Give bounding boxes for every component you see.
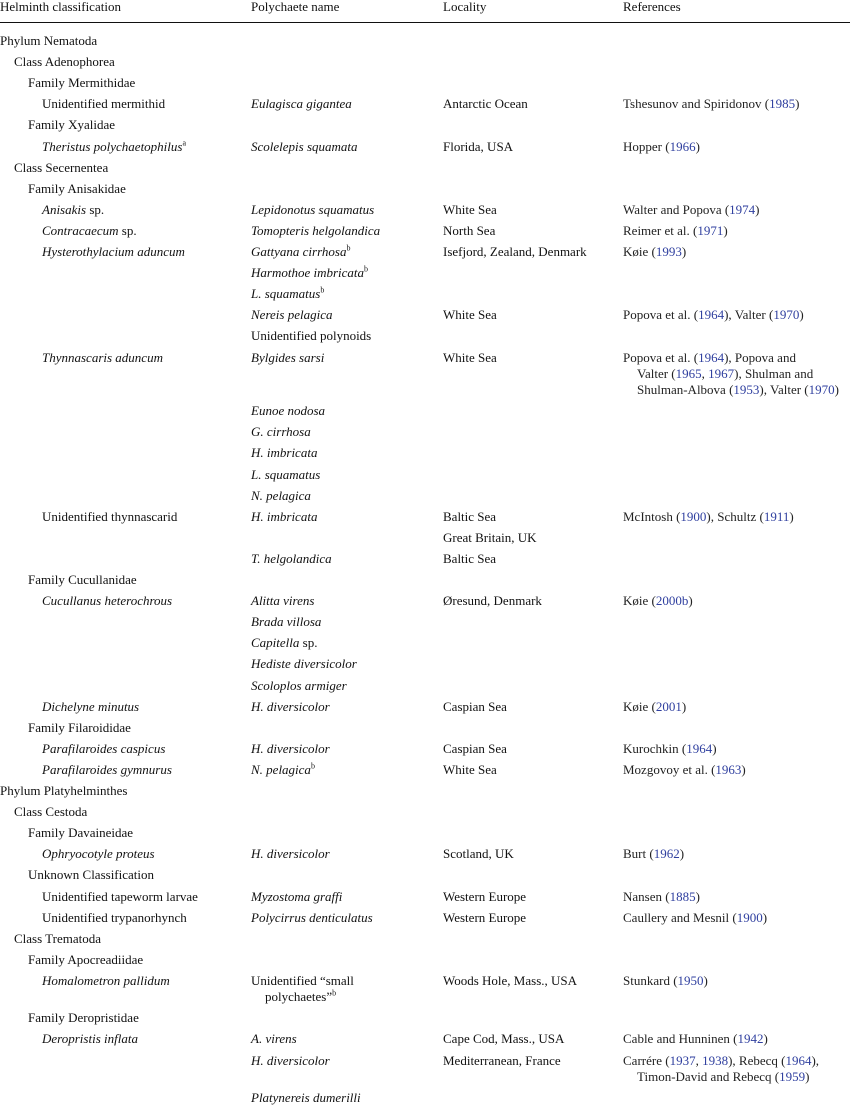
text-segment: ) bbox=[695, 138, 700, 154]
text-segment: ) bbox=[712, 740, 717, 756]
locality-cell: Western Europe bbox=[443, 888, 527, 904]
reference-year-link[interactable]: 1938 bbox=[702, 1052, 729, 1068]
reference-year-link[interactable]: 1966 bbox=[669, 138, 696, 154]
helminth-classification-cell bbox=[0, 783, 127, 799]
text-segment: Family Apocreadiidae bbox=[28, 951, 144, 967]
table-header bbox=[0, 0, 850, 23]
helminth-classification-cell bbox=[42, 741, 165, 757]
text-segment: Scolelepis squamata bbox=[251, 138, 358, 154]
locality-cell: Antarctic Ocean bbox=[443, 96, 528, 112]
reference-year-link[interactable]: 1900 bbox=[736, 909, 763, 925]
text-segment: ) bbox=[679, 846, 685, 862]
text-segment: ) bbox=[723, 222, 728, 238]
helminth-classification-cell bbox=[42, 593, 172, 609]
reference-year-link[interactable]: 1959 bbox=[779, 1068, 806, 1084]
text-segment: Class Cestoda bbox=[14, 804, 88, 820]
locality-cell: White Sea bbox=[443, 761, 497, 777]
locality-cell: Western Europe bbox=[443, 909, 527, 925]
text-segment: Scoloplos armiger bbox=[251, 677, 347, 693]
text-segment: H. diversicolor bbox=[251, 1052, 330, 1068]
references-cell bbox=[623, 741, 717, 757]
text-segment: T. helgolandica bbox=[251, 550, 332, 566]
text-segment: Parafilaroides caspicus bbox=[42, 740, 166, 756]
text-segment: ), Rebecq ( bbox=[728, 1052, 786, 1068]
text-segment: Dichelyne minutus bbox=[42, 698, 140, 714]
references-cell bbox=[623, 910, 767, 926]
text-segment: Phylum Platyhelminthes bbox=[0, 783, 128, 798]
polychaete-name-cell bbox=[251, 593, 314, 609]
text-segment: Class Adenophorea bbox=[14, 54, 115, 70]
text-segment: Myzostoma graffi bbox=[251, 888, 343, 904]
text-segment: Timon-David and Rebecq ( bbox=[637, 1068, 780, 1084]
text-segment: sp. bbox=[299, 635, 318, 651]
polychaete-name-cell bbox=[251, 762, 315, 778]
reference-year-link[interactable]: 1962 bbox=[653, 846, 680, 862]
text-segment: Family Davaineidae bbox=[28, 825, 134, 841]
reference-year-link[interactable]: 1963 bbox=[715, 761, 742, 777]
text-segment: ) bbox=[789, 508, 794, 524]
references-cell bbox=[623, 846, 684, 862]
locality-cell: Baltic Sea bbox=[443, 508, 497, 524]
polychaete-name-cell bbox=[251, 244, 350, 260]
references-cell bbox=[623, 699, 686, 715]
helminth-classification-cell bbox=[28, 1010, 139, 1026]
text-segment: ) bbox=[762, 909, 768, 925]
locality-cell: Cape Cod, Mass., USA bbox=[443, 1031, 565, 1047]
polychaete-name-cell bbox=[251, 614, 321, 630]
text-segment: polychaetes” bbox=[265, 989, 333, 1005]
helminth-classification-cell bbox=[14, 804, 87, 820]
text-segment: Platynereis dumerilli bbox=[251, 1089, 361, 1105]
text-segment: Theristus polychaetophilus bbox=[42, 138, 183, 154]
locality-cell: Mediterranean, France bbox=[443, 1052, 561, 1068]
helminth-classification-cell bbox=[42, 139, 186, 155]
polychaete-name-cell bbox=[251, 488, 311, 504]
reference-year-link[interactable]: 1885 bbox=[669, 888, 696, 904]
text-segment: ) bbox=[681, 244, 687, 259]
text-segment: Alitta virens bbox=[251, 593, 315, 609]
polychaete-name-cell bbox=[265, 989, 336, 1005]
locality-cell: White Sea bbox=[443, 307, 497, 323]
text-segment: ) bbox=[795, 96, 800, 112]
helminth-classification-cell bbox=[28, 117, 115, 133]
text-segment: Unidentified “small bbox=[251, 972, 354, 988]
text-segment: Hopper ( bbox=[623, 138, 670, 154]
text-segment: Tomopteris helgolandica bbox=[251, 222, 381, 238]
reference-year-link[interactable]: 1937 bbox=[669, 1052, 696, 1068]
text-segment: Cable and Hunninen ( bbox=[623, 1031, 738, 1047]
helminth-classification-cell bbox=[28, 867, 154, 883]
text-segment: Unidentified polynoids bbox=[251, 328, 372, 344]
polychaete-name-cell bbox=[251, 551, 332, 567]
text-segment: ) bbox=[695, 888, 700, 904]
text-segment: Lepidonotus squamatus bbox=[251, 201, 375, 217]
references-cell bbox=[623, 973, 708, 989]
reference-year-link[interactable]: 2000b bbox=[655, 593, 689, 609]
helminth-classification-cell bbox=[42, 350, 163, 366]
helminth-classification-cell bbox=[14, 931, 101, 947]
helminth-classification-cell bbox=[0, 33, 97, 49]
text-segment: Eulagisca gigantea bbox=[251, 96, 352, 112]
text-segment: Contracaecum bbox=[42, 222, 119, 238]
helminth-classification-cell bbox=[28, 572, 137, 588]
text-segment: Reimer et al. ( bbox=[623, 222, 698, 238]
polychaete-name-cell bbox=[251, 445, 317, 461]
references-cell bbox=[637, 366, 813, 382]
text-segment: ) bbox=[755, 201, 760, 217]
reference-year-link[interactable]: 1964 bbox=[698, 307, 725, 323]
text-segment: Unidentified thynnascarid bbox=[42, 508, 178, 524]
polychaete-name-cell bbox=[251, 328, 371, 344]
text-segment: L. squamatus bbox=[251, 286, 321, 302]
polychaete-name-cell bbox=[251, 846, 330, 862]
text-segment: ) bbox=[703, 972, 708, 988]
locality-cell: Øresund, Denmark bbox=[443, 593, 542, 609]
text-segment: Popova et al. ( bbox=[623, 349, 699, 365]
text-segment: ), Schultz ( bbox=[706, 508, 764, 524]
helminth-classification-cell bbox=[28, 720, 131, 736]
references-cell bbox=[623, 96, 799, 112]
text-segment: Unknown Classification bbox=[28, 867, 155, 883]
polychaete-name-cell bbox=[251, 467, 320, 483]
text-segment: Walter and Popova ( bbox=[623, 201, 730, 217]
polychaete-name-cell bbox=[251, 307, 332, 323]
references-cell bbox=[623, 350, 796, 366]
text-segment: Unidentified trypanorhynch bbox=[42, 909, 187, 925]
text-segment: Bylgides sarsi bbox=[251, 349, 325, 365]
text-segment: Anisakis bbox=[42, 201, 87, 217]
polychaete-name-cell bbox=[251, 973, 354, 989]
references-cell bbox=[623, 593, 693, 609]
polychaete-name-cell bbox=[251, 1090, 361, 1106]
text-segment: Ophryocotyle proteus bbox=[42, 846, 155, 862]
text-segment: Homalometron pallidum bbox=[42, 972, 170, 988]
text-segment: Shulman-Albova ( bbox=[637, 382, 734, 398]
polychaete-name-cell bbox=[251, 223, 380, 239]
polychaete-name-cell bbox=[251, 424, 311, 440]
text-segment: H. diversicolor bbox=[251, 698, 330, 714]
text-segment: Capitella bbox=[251, 635, 300, 651]
text-segment: Deropristis inflata bbox=[42, 1031, 138, 1047]
text-segment: Brada villosa bbox=[251, 614, 322, 630]
text-segment: Kurochkin ( bbox=[623, 740, 687, 756]
text-segment: ) bbox=[741, 761, 746, 777]
locality-cell: Scotland, UK bbox=[443, 846, 514, 862]
locality-cell: Caspian Sea bbox=[443, 740, 507, 756]
reference-year-link[interactable]: 1985 bbox=[769, 96, 796, 112]
text-segment: sp. bbox=[118, 222, 137, 238]
polychaete-name-cell bbox=[251, 350, 324, 366]
text-segment: Cucullanus heterochrous bbox=[42, 593, 173, 609]
text-segment: Family Cucullanidae bbox=[28, 572, 137, 587]
text-segment: A. virens bbox=[251, 1031, 297, 1047]
locality-cell: Great Britain, UK bbox=[443, 529, 537, 545]
text-segment: Stunkard ( bbox=[623, 972, 678, 988]
text-segment: Gattyana cirrhosa bbox=[251, 244, 347, 259]
text-segment: G. cirrhosa bbox=[251, 424, 311, 440]
references-cell bbox=[623, 223, 728, 239]
reference-year-link[interactable]: 1964 bbox=[686, 740, 713, 756]
locality-cell: White Sea bbox=[443, 201, 497, 217]
helminth-classification-cell bbox=[42, 96, 165, 112]
text-segment: N. pelagica bbox=[251, 487, 311, 503]
helminth-classification-cell bbox=[28, 952, 143, 968]
polychaete-name-cell bbox=[251, 1053, 330, 1069]
helminth-classification-cell bbox=[42, 973, 170, 989]
reference-year-link[interactable]: 1967 bbox=[708, 365, 735, 381]
reference-year-link[interactable]: 1950 bbox=[677, 972, 704, 988]
header-polychaete-name: Polychaete name bbox=[251, 0, 340, 14]
footnote-marker: b bbox=[332, 988, 337, 998]
locality-cell: Baltic Sea bbox=[443, 550, 497, 566]
text-segment: Family Filaroididae bbox=[28, 719, 131, 735]
helminth-classification-cell bbox=[42, 509, 177, 525]
footnote-marker: a bbox=[182, 138, 187, 148]
polychaete-name-cell bbox=[251, 910, 373, 926]
locality-cell: Caspian Sea bbox=[443, 698, 507, 714]
polychaete-name-cell bbox=[251, 635, 317, 651]
polychaete-name-cell bbox=[251, 139, 358, 155]
text-segment: ), Popova and bbox=[724, 349, 796, 365]
text-segment: Eunoe nodosa bbox=[251, 403, 326, 419]
helminth-classification-cell bbox=[42, 699, 139, 715]
text-segment: H. diversicolor bbox=[251, 740, 330, 756]
text-segment: Harmothoe imbricata bbox=[251, 265, 365, 281]
reference-year-link[interactable]: 1993 bbox=[655, 244, 682, 259]
text-segment: Family Deropristidae bbox=[28, 1010, 139, 1026]
text-segment: Thynnascaris aduncum bbox=[42, 349, 163, 365]
text-segment: ), Valter ( bbox=[724, 307, 774, 323]
text-segment: Class Secernentea bbox=[14, 159, 109, 175]
text-segment: sp. bbox=[86, 201, 105, 217]
references-cell bbox=[623, 1031, 768, 1047]
reference-year-link[interactable]: 1964 bbox=[698, 349, 725, 365]
text-segment: Tshesunov and Spiridonov ( bbox=[623, 96, 770, 112]
helminth-classification-cell bbox=[42, 223, 137, 239]
text-segment: ) bbox=[681, 698, 687, 714]
reference-year-link[interactable]: 1911 bbox=[763, 508, 790, 524]
references-cell bbox=[623, 509, 794, 525]
header-locality: Locality bbox=[443, 0, 487, 14]
polychaete-name-cell bbox=[251, 509, 317, 525]
reference-year-link[interactable]: 1965 bbox=[675, 365, 702, 381]
locality-cell: Isefjord, Zealand, Denmark bbox=[443, 244, 587, 259]
text-segment: Polycirrus denticulatus bbox=[251, 909, 373, 925]
text-segment: ) bbox=[688, 593, 693, 609]
references-cell bbox=[623, 307, 804, 323]
references-cell bbox=[637, 382, 839, 398]
helminth-classification-cell bbox=[28, 75, 135, 91]
text-segment: Burt ( bbox=[623, 846, 654, 862]
references-cell bbox=[623, 202, 760, 218]
text-segment: Unidentified tapeworm larvae bbox=[42, 888, 198, 904]
footnote-marker: b bbox=[310, 761, 315, 771]
text-segment: McIntosh ( bbox=[623, 508, 681, 524]
text-segment: ), bbox=[811, 1052, 820, 1068]
reference-year-link[interactable]: 1974 bbox=[729, 201, 756, 217]
text-segment: Køie ( bbox=[623, 698, 656, 714]
text-segment: Hediste diversicolor bbox=[251, 656, 357, 672]
text-segment: ), Shulman and bbox=[734, 365, 814, 381]
polychaete-name-cell bbox=[251, 202, 374, 218]
helminth-classification-cell bbox=[42, 1031, 138, 1047]
polychaete-name-cell bbox=[251, 1031, 297, 1047]
reference-year-link[interactable]: 1942 bbox=[737, 1031, 764, 1047]
locality-cell: Florida, USA bbox=[443, 138, 514, 154]
footnote-marker: b bbox=[320, 285, 325, 295]
helminth-classification-cell bbox=[14, 54, 115, 70]
reference-year-link[interactable]: 2001 bbox=[655, 698, 682, 714]
reference-year-link[interactable]: 1953 bbox=[733, 382, 760, 398]
text-segment: L. squamatus bbox=[251, 466, 321, 482]
helminth-classification-cell bbox=[28, 825, 133, 841]
text-segment: , bbox=[695, 1052, 703, 1068]
footnote-marker: b bbox=[364, 264, 369, 274]
text-segment: N. pelagica bbox=[251, 761, 311, 777]
text-segment: Køie ( bbox=[623, 593, 656, 609]
text-segment: ) bbox=[763, 1031, 768, 1047]
helminth-classification-cell bbox=[42, 244, 185, 260]
text-segment: ) bbox=[805, 1068, 810, 1084]
locality-cell: Woods Hole, Mass., USA bbox=[443, 972, 578, 988]
helminth-classification-cell bbox=[42, 846, 155, 862]
text-segment: Class Trematoda bbox=[14, 930, 102, 946]
references-cell bbox=[623, 762, 746, 778]
locality-cell: North Sea bbox=[443, 222, 496, 238]
text-segment: Family Xyalidae bbox=[28, 117, 116, 133]
text-segment: Unidentified mermithid bbox=[42, 96, 166, 112]
references-cell bbox=[637, 1069, 809, 1085]
text-segment: H. imbricata bbox=[251, 445, 318, 461]
polychaete-name-cell bbox=[251, 656, 357, 672]
text-segment: Nansen ( bbox=[623, 888, 670, 904]
polychaete-name-cell bbox=[251, 741, 330, 757]
polychaete-name-cell bbox=[251, 96, 352, 112]
reference-year-link[interactable]: 1970 bbox=[773, 307, 800, 323]
text-segment: H. diversicolor bbox=[251, 846, 330, 862]
reference-year-link[interactable]: 1964 bbox=[785, 1052, 812, 1068]
references-cell bbox=[623, 1053, 819, 1069]
polychaete-name-cell bbox=[251, 678, 347, 694]
reference-year-link[interactable]: 1971 bbox=[697, 222, 724, 238]
polychaete-name-cell bbox=[251, 286, 324, 302]
text-segment: ) bbox=[834, 382, 839, 398]
text-segment: Nereis pelagica bbox=[251, 307, 333, 323]
references-cell bbox=[623, 889, 700, 905]
header-references: References bbox=[623, 0, 681, 14]
polychaete-name-cell bbox=[251, 403, 325, 419]
text-segment: Parafilaroides gymnurus bbox=[42, 761, 172, 777]
text-segment: H. imbricata bbox=[251, 508, 318, 524]
text-segment: Køie ( bbox=[623, 244, 656, 259]
text-segment: Carrére ( bbox=[623, 1052, 670, 1068]
polychaete-name-cell bbox=[251, 265, 368, 281]
helminth-classification-cell bbox=[42, 910, 187, 926]
header-helminth-classification: Helminth classification bbox=[0, 0, 121, 14]
text-segment: , bbox=[701, 365, 709, 381]
polychaete-name-cell bbox=[251, 889, 342, 905]
text-segment: Family Mermithidae bbox=[28, 75, 136, 91]
text-segment: Family Anisakidae bbox=[28, 180, 126, 196]
polychaete-name-cell bbox=[251, 699, 330, 715]
text-segment: Popova et al. ( bbox=[623, 307, 699, 323]
text-segment: Hysterothylacium aduncum bbox=[42, 244, 185, 259]
references-cell bbox=[623, 139, 700, 155]
text-segment: Caullery and Mesnil ( bbox=[623, 909, 737, 925]
text-segment: Phylum Nematoda bbox=[0, 33, 98, 48]
text-segment: ) bbox=[799, 307, 804, 323]
helminth-classification-cell bbox=[14, 160, 108, 176]
references-cell bbox=[623, 244, 686, 260]
text-segment: Valter ( bbox=[637, 365, 676, 381]
locality-cell: White Sea bbox=[443, 349, 497, 365]
helminth-classification-cell bbox=[42, 889, 198, 905]
reference-year-link[interactable]: 1900 bbox=[680, 508, 707, 524]
text-segment: Mozgovoy et al. ( bbox=[623, 761, 716, 777]
helminth-classification-cell bbox=[28, 181, 126, 197]
helminth-classification-cell bbox=[42, 762, 172, 778]
reference-year-link[interactable]: 1970 bbox=[808, 382, 835, 398]
helminth-classification-cell bbox=[42, 202, 104, 218]
text-segment: ), Valter ( bbox=[759, 382, 809, 398]
footnote-marker: b bbox=[346, 243, 351, 253]
